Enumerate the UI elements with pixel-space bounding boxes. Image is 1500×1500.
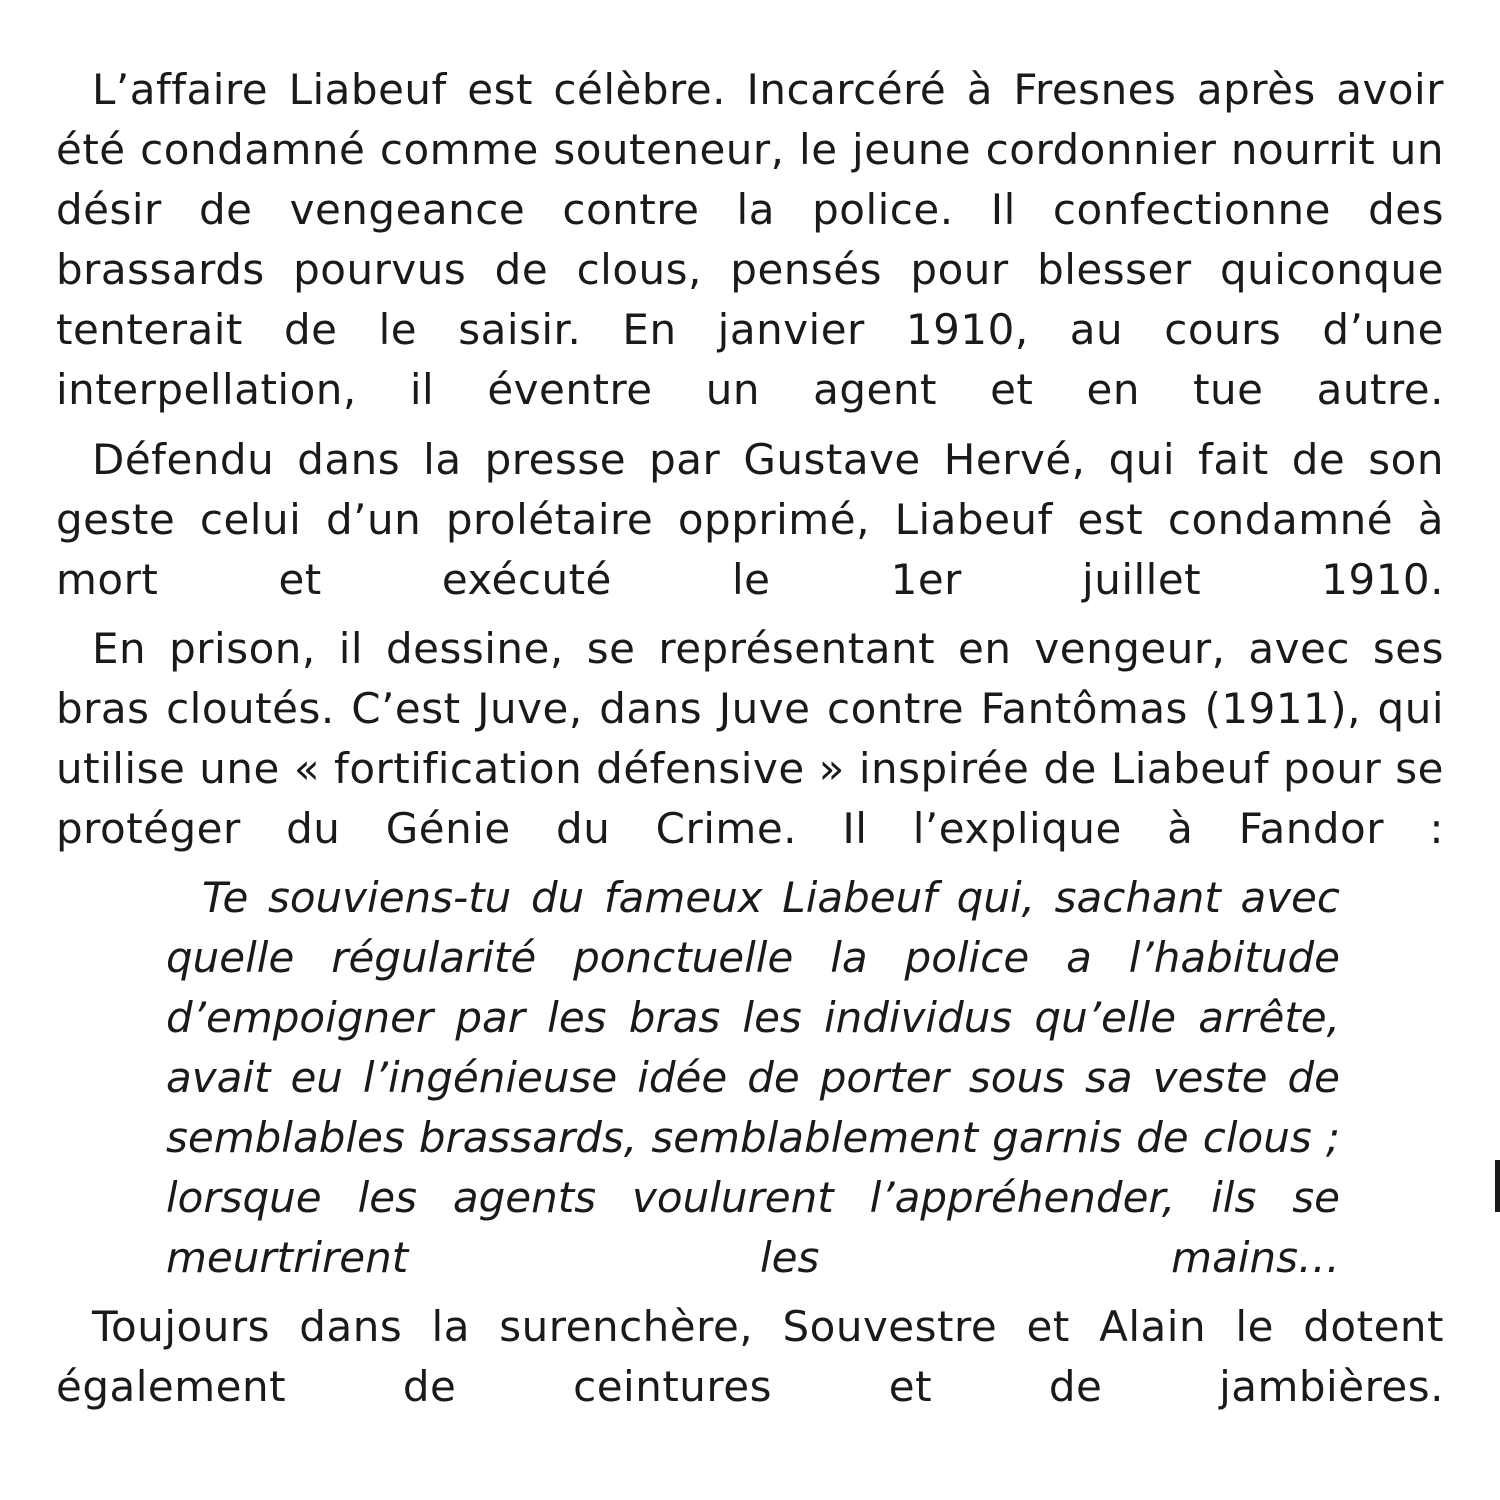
paragraph-prison-juve: En prison, il dessine, se représentant en vengeur, avec ses bras cloutés. C’est Juve, dans Juve contre Fantômas (1911), qui utilise une « fortification défensive » inspirée de Liabeuf pour se protéger du Génie du Crime. Il l’explique à Fandor :	[56, 624, 1444, 853]
block-quote: Te souviens-tu du fameux Liabeuf qui, sachant avec quelle régularité ponctuelle la police a l’habitude d’empoigner par les bras les individus qu’elle arrête, avait eu l’ingénieuse idée de porter sous sa veste de semblables brassards, semblablement garnis de clous ; lorsque les agents voulurent l’appréhender, ils se meurtrirent les mains…	[166, 873, 1340, 1282]
paragraph-defense-execution: Défendu dans la presse par Gustave Hervé, qui fait de son geste celui d’un prolétaire opprimé, Liabeuf est condamné à mort et exécuté le 1er juillet 1910.	[56, 435, 1444, 604]
paragraph-surenchere: Toujours dans la surenchère, Souvestre et Alain le dotent également de ceintures et de jambières.	[56, 1302, 1444, 1411]
text-cursor-mark	[1495, 1160, 1500, 1212]
paragraph-liabeuf-affair: L’affaire Liabeuf est célèbre. Incarcéré à Fresnes après avoir été condamné comme souteneur, le jeune cordonnier nourrit un désir de vengeance contre la police. Il confectionne des brassards pourvus de clous, pensés pour blesser quiconque tenterait de le saisir. En janvier 1910, au cours d’une interpellation, il éventre un agent et en tue autre.	[56, 65, 1444, 414]
